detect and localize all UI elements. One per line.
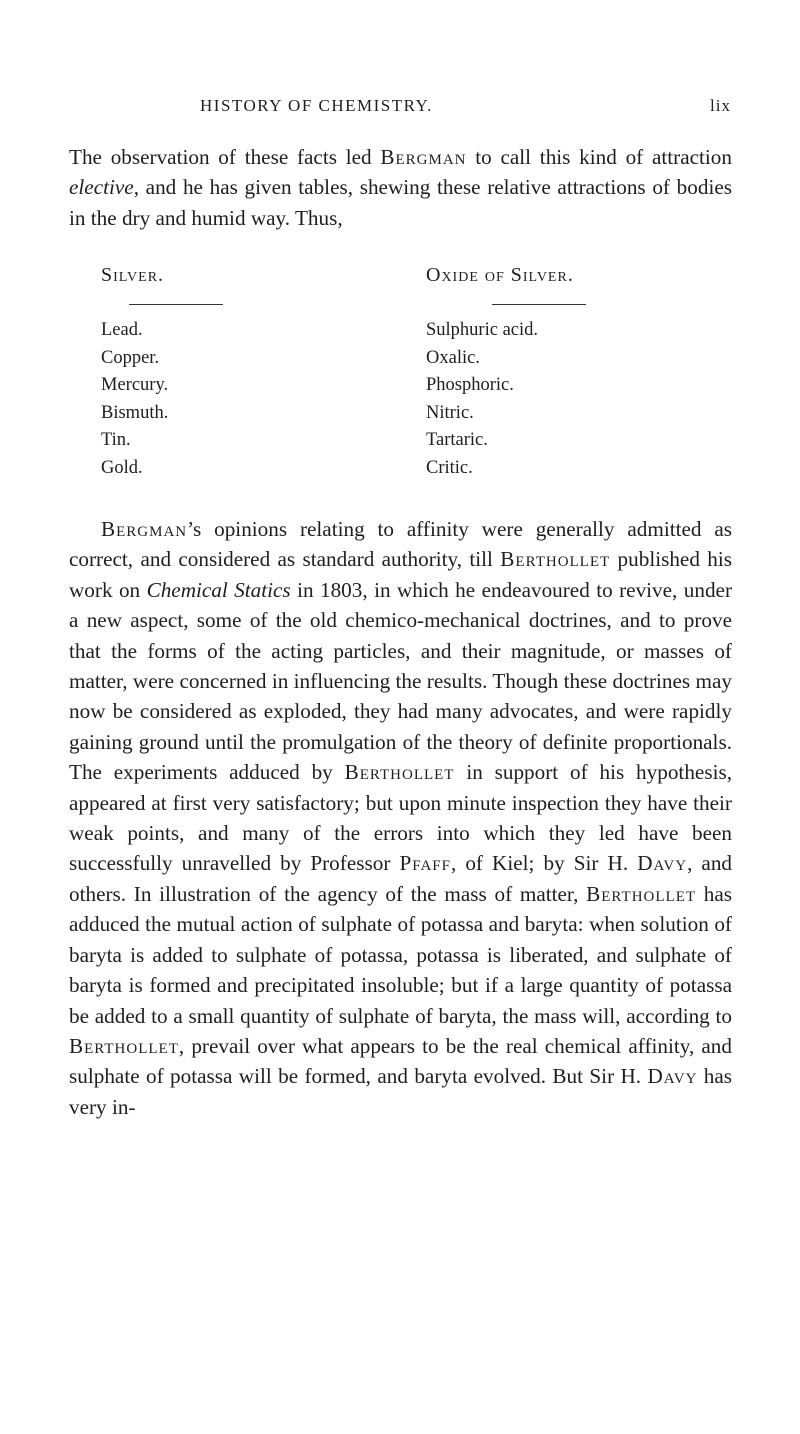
text-run: , prevail over what appears to be the real chemical affinity, and sulphate of potassa will be formed, and baryta evolved. But Sir H. bbox=[69, 1033, 732, 1089]
column-item: Phosphoric. bbox=[426, 375, 514, 395]
column-item: Sulphuric acid. bbox=[426, 320, 539, 340]
text-run: , and others. In illustration of the agency of the mass of matter, bbox=[69, 851, 733, 906]
column-item: Copper. bbox=[101, 347, 160, 368]
person-name: Bergman bbox=[380, 145, 467, 169]
person-name: Bergman bbox=[101, 517, 188, 541]
running-title: HISTORY OF CHEMISTRY. bbox=[200, 96, 433, 115]
text-run: to call this kind of attraction bbox=[466, 145, 732, 169]
text-run: ’s opinions relating to affinity were generally admitted as correct, and considered as standard authority, till bbox=[69, 517, 732, 572]
person-name: Pfaff bbox=[399, 851, 451, 876]
person-name: Berthollet bbox=[500, 547, 611, 572]
person-name: Berthollet bbox=[344, 760, 455, 785]
text-run: has adduced the mutual action of sulphate of potassa and baryta: when solution of baryta is added to sulphate of potassa, potassa is liberated, and sulphate of baryta is formed and precipitated insoluble; but if a large quantity of potassa be added to a small quantity of sulphate of baryta, the mass will, according to bbox=[69, 881, 732, 1028]
column-item: Nitric. bbox=[426, 402, 474, 423]
paragraph-intro bbox=[69, 142, 732, 233]
column-item: Mercury. bbox=[101, 375, 169, 395]
text-run: , of Kiel; by Sir H. bbox=[450, 851, 638, 876]
affinity-column-oxide-of-silver bbox=[426, 264, 586, 482]
paragraph-bergman-opinions bbox=[69, 514, 732, 1122]
text-run: published his work on bbox=[69, 547, 732, 602]
text-run: The observation of these facts led bbox=[69, 145, 381, 169]
text-run: in 1803, in which he endeavoured to revive, under a new aspect, some of the old chemico-mechanical doctrines, and to prove that the forms of the acting particles, and their magnitude, or masses of matter, were concerned in influencing the results. Though these doctrines may now be considered as exploded, they had many advocates, and were rapidly gaining ground until the promulgation of the theory of definite proportionals. The experiments adduced by bbox=[69, 577, 733, 785]
affinity-column-silver bbox=[101, 264, 223, 482]
page-number: lix bbox=[710, 96, 731, 115]
text-run: has very in- bbox=[69, 1064, 733, 1119]
column-rule bbox=[492, 304, 586, 305]
column-item: Bismuth. bbox=[101, 402, 169, 423]
running-head bbox=[0, 96, 800, 120]
text-run: , and he has given tables, shewing these relative attractions of bodies in the dry and humid way. Thus, bbox=[69, 175, 732, 230]
person-name: Berthollet bbox=[69, 1033, 179, 1058]
emphasis: elective bbox=[69, 175, 134, 200]
person-name: Berthollet bbox=[586, 881, 697, 906]
work-title: Chemical Statics bbox=[146, 577, 291, 602]
column-item: Oxalic. bbox=[426, 347, 480, 368]
column-item: Tin. bbox=[101, 430, 131, 450]
text-run: in support of his hypothesis, appeared at first very satisfactory; but upon minute inspection they have their weak points, and many of the errors into which they led have been successfully unravelled by Professor bbox=[69, 760, 732, 876]
column-item: Tartaric. bbox=[426, 430, 488, 450]
person-name: Davy bbox=[647, 1064, 698, 1089]
column-item: Critic. bbox=[426, 457, 473, 478]
column-rule bbox=[129, 304, 223, 305]
person-name: Davy bbox=[637, 851, 688, 876]
column-item: Lead. bbox=[101, 320, 143, 340]
column-item: Gold. bbox=[101, 457, 143, 478]
column-heading: Oxide of Silver. bbox=[426, 264, 574, 286]
column-heading: Silver. bbox=[101, 264, 165, 286]
